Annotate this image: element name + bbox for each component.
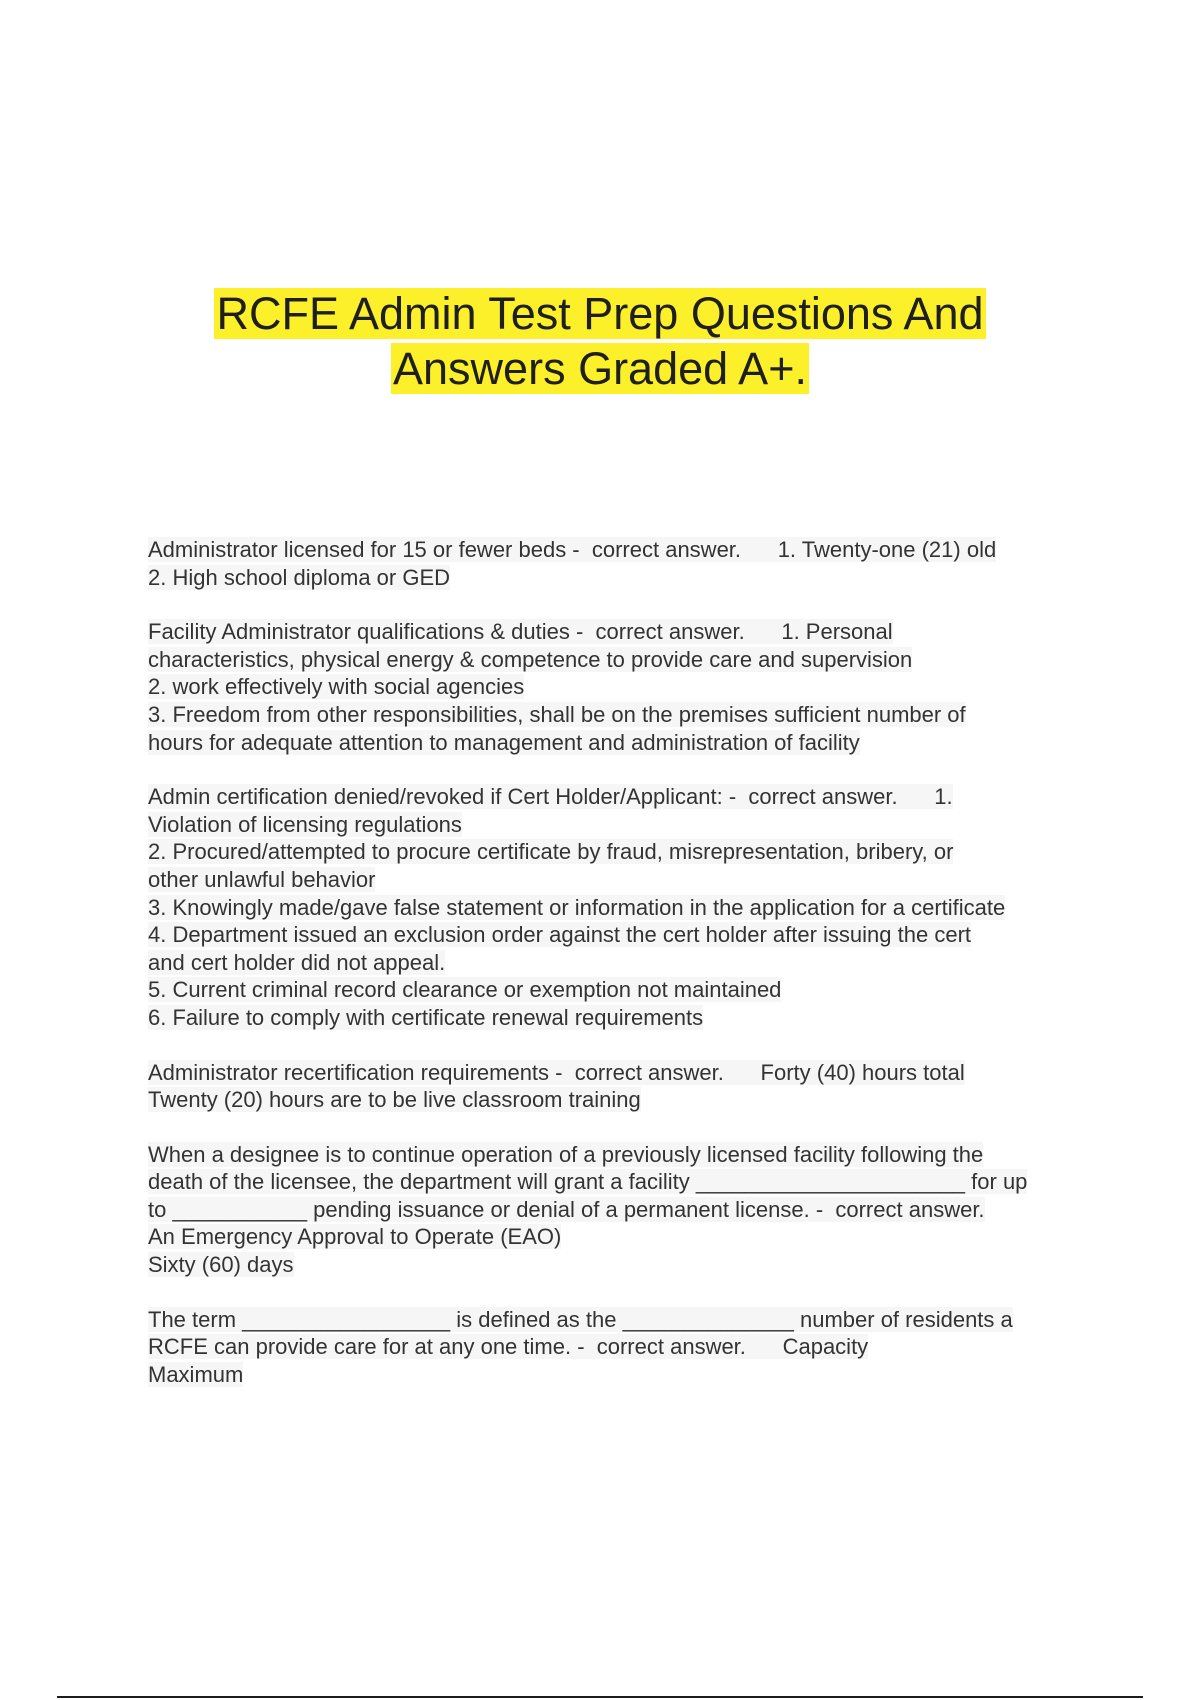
qa-line: The term _________________ is defined as the ______________ number of residents a	[148, 1306, 1013, 1332]
title-line-1: RCFE Admin Test Prep Questions And	[216, 288, 984, 339]
qa-line: 3. Freedom from other responsibilities, shall be on the premises sufficient number of	[148, 701, 966, 727]
qa-line: When a designee is to continue operation of a previously licensed facility following the	[148, 1141, 984, 1167]
document-title	[0, 286, 1200, 396]
qa-line: 2. High school diploma or GED	[148, 564, 451, 590]
qa-line: characteristics, physical energy & competence to provide care and supervision	[148, 646, 913, 672]
qa-line: 4. Department issued an exclusion order against the cert holder after issuing the cert	[148, 922, 972, 948]
qa-line: Sixty (60) days	[148, 1252, 294, 1278]
qa-item	[148, 783, 1088, 1031]
qa-content	[148, 536, 1088, 1415]
qa-item	[148, 618, 1088, 756]
qa-line: Twenty (20) hours are to be live classroom training	[148, 1087, 641, 1113]
qa-line: hours for adequate attention to management and administration of facility	[148, 729, 860, 755]
qa-item	[148, 1306, 1088, 1389]
qa-line: Facility Administrator qualifications & duties - correct answer. 1. Personal	[148, 619, 893, 645]
qa-line: to ___________ pending issuance or denial of a permanent license. - correct answer.	[148, 1196, 985, 1222]
qa-line: Administrator recertification requirements - correct answer. Forty (40) hours total	[148, 1059, 965, 1085]
qa-line: other unlawful behavior	[148, 866, 376, 892]
qa-line: Maximum	[148, 1361, 244, 1387]
qa-line: and cert holder did not appeal.	[148, 949, 446, 975]
qa-item	[148, 536, 1088, 591]
qa-item	[148, 1059, 1088, 1114]
qa-item	[148, 1141, 1088, 1279]
qa-line: 2. work effectively with social agencies	[148, 674, 525, 700]
page-bottom-divider	[57, 1696, 1143, 1698]
qa-line: An Emergency Approval to Operate (EAO)	[148, 1224, 562, 1250]
qa-line: Violation of licensing regulations	[148, 811, 462, 837]
qa-line: Admin certification denied/revoked if Cert Holder/Applicant: - correct answer. 1.	[148, 784, 953, 810]
qa-line: 6. Failure to comply with certificate renewal requirements	[148, 1004, 704, 1030]
title-line-2: Answers Graded A+.	[393, 343, 807, 394]
qa-line: death of the licensee, the department will grant a facility ______________________ for up	[148, 1169, 1028, 1195]
qa-line: 2. Procured/attempted to procure certificate by fraud, misrepresentation, bribery, or	[148, 839, 954, 865]
qa-line: RCFE can provide care for at any one time. - correct answer. Capacity	[148, 1334, 869, 1360]
qa-line: 3. Knowingly made/gave false statement or information in the application for a certificate	[148, 894, 1006, 920]
qa-line: 5. Current criminal record clearance or exemption not maintained	[148, 977, 782, 1003]
qa-line: Administrator licensed for 15 or fewer beds - correct answer. 1. Twenty-one (21) old	[148, 537, 997, 562]
